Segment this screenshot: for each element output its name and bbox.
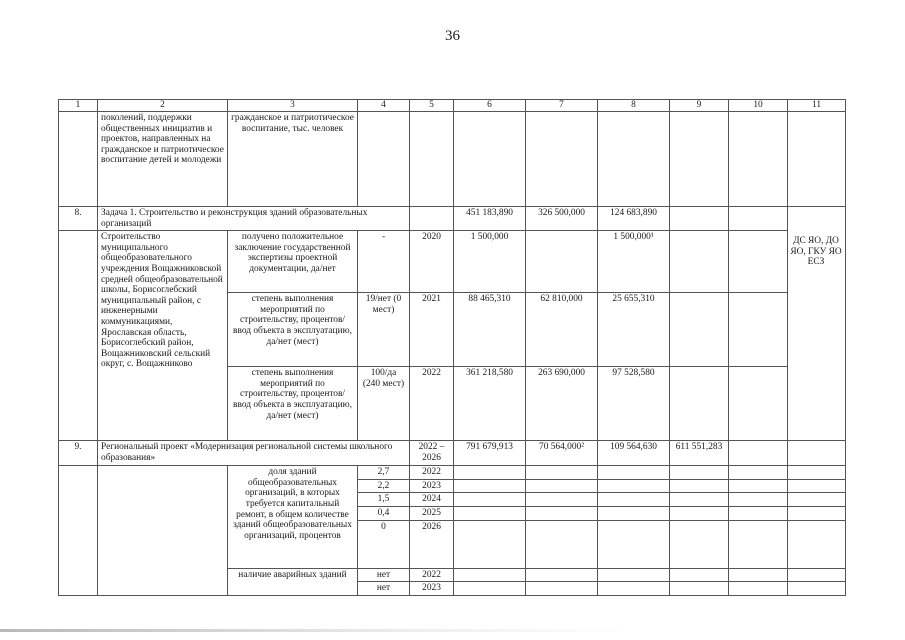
regional-funding: 97 528,580 <box>598 367 670 441</box>
federal-funding: 70 564,000² <box>526 441 598 466</box>
indicator-name: степень выполнения мероприятий по строительству, процентов/ ввод объекта в эксплуатацию, да/нет (мест) <box>228 293 358 367</box>
header-cell: 7 <box>526 100 598 112</box>
year: 2023 <box>410 582 454 596</box>
program-table <box>58 99 846 596</box>
header-cell: 9 <box>670 100 729 112</box>
year: 2024 <box>410 493 454 507</box>
header-cell: 6 <box>454 100 526 112</box>
header-cell: 10 <box>729 100 788 112</box>
header-cell: 4 <box>358 100 410 112</box>
indicator-value: - <box>358 231 410 293</box>
total-funding: 791 679,913 <box>454 441 526 466</box>
year: 2020 <box>410 231 454 293</box>
table-row <box>59 466 846 480</box>
project-title: Региональный проект «Модернизация региональной системы школьного образования» <box>98 441 410 466</box>
year: 2022 <box>410 367 454 441</box>
indicator-value: 1,5 <box>358 493 410 507</box>
indicator-value: 19/нет (0 мест) <box>358 293 410 367</box>
header-cell: 3 <box>228 100 358 112</box>
year: 2022 – 2026 <box>410 441 454 466</box>
page-number: 36 <box>445 28 460 44</box>
row-number: 9. <box>59 441 98 466</box>
federal-funding <box>526 231 598 293</box>
table-row <box>59 231 846 293</box>
federal-funding: 326 500,000 <box>526 207 598 231</box>
regional-funding: 109 564,630 <box>598 441 670 466</box>
header-cell: 2 <box>98 100 228 112</box>
regional-funding: 25 655,310 <box>598 293 670 367</box>
regional-funding: 124 683,890 <box>598 207 670 231</box>
header-cell: 1 <box>59 100 98 112</box>
total-funding: 88 465,310 <box>454 293 526 367</box>
year: 2026 <box>410 520 454 568</box>
table-row <box>59 207 846 231</box>
year: 2025 <box>410 506 454 520</box>
indicator-name: получено положительное заключение государственной экспертизы проектной документации, да/нет <box>228 231 358 293</box>
federal-funding: 62 810,000 <box>526 293 598 367</box>
row-number: 8. <box>59 207 98 231</box>
scan-edge <box>0 629 905 632</box>
indicator-name: наличие аварийных зданий <box>228 568 358 595</box>
year: 2022 <box>410 568 454 582</box>
indicator-value: 100/да (240 мест) <box>358 367 410 441</box>
indicator-value: 0,4 <box>358 506 410 520</box>
task-title: Задача 1. Строительство и реконструкция зданий образовательных организаций <box>98 207 410 231</box>
total-funding: 361 218,580 <box>454 367 526 441</box>
indicator-value: 0 <box>358 520 410 568</box>
table-row <box>59 112 846 207</box>
total-funding: 1 500,000 <box>454 231 526 293</box>
federal-funding: 263 690,000 <box>526 367 598 441</box>
object-name: Строительство муниципального общеобразовательного учреждения Вощажниковской средней общеобразовательной школы, Борисоглебский муниципальный район, с инженерными коммуникациями, Ярославская область, Борисоглебский район, Вощажниковский сельский округ, с. Вощажниково <box>98 231 228 441</box>
header-cell: 11 <box>788 100 846 112</box>
header-cell: 5 <box>410 100 454 112</box>
measure-name: поколений, поддержки общественных инициатив и проектов, направленных на гражданское и патриотическое воспитание детей и молодежи <box>98 112 228 207</box>
indicator-value: нет <box>358 582 410 596</box>
year: 2022 <box>410 466 454 480</box>
total-funding: 451 183,890 <box>454 207 526 231</box>
column-number-header <box>59 100 846 112</box>
year: 2021 <box>410 293 454 367</box>
indicator-name: гражданское и патриотическое воспитание, тыс. человек <box>228 112 358 207</box>
indicator-value: нет <box>358 568 410 582</box>
indicator-value: 2,7 <box>358 466 410 480</box>
year: 2023 <box>410 479 454 493</box>
local-funding: 611 551,283 <box>670 441 729 466</box>
executor-label: ДС ЯО, ДО ЯО, ГКУ ЯО ЕСЗ <box>790 236 842 268</box>
indicator-value: 2,2 <box>358 479 410 493</box>
table-row <box>59 441 846 466</box>
header-cell: 8 <box>598 100 670 112</box>
regional-funding: 1 500,000¹ <box>598 231 670 293</box>
indicator-name: степень выполнения мероприятий по строительству, процентов/ ввод объекта в эксплуатацию, да/нет (мест) <box>228 367 358 441</box>
indicator-name: доля зданий общеобразовательных организаций, в которых требуется капитальный ремонт, в общем количестве зданий общеобразовательных организаций, процентов <box>228 466 358 568</box>
